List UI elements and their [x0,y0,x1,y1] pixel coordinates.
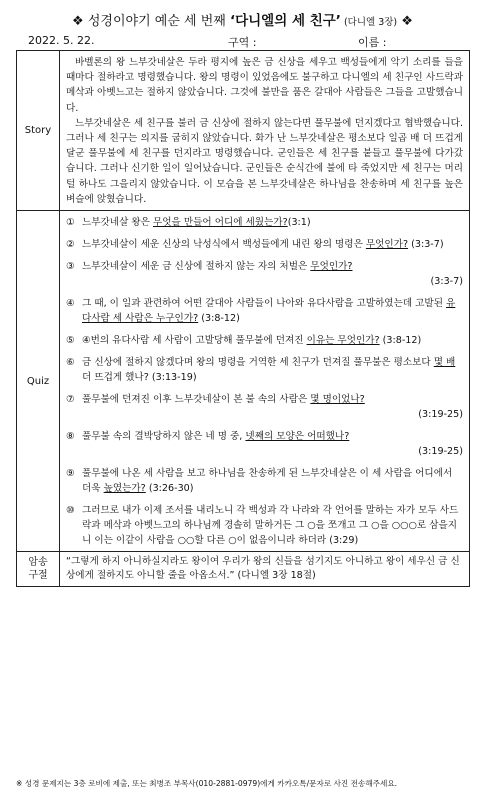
title-reference: (다니엘 3장) [340,17,398,28]
quiz-number: ⑨ [66,468,75,480]
quiz-ref: (3:3-7) [411,239,444,251]
quiz-item-5 [66,333,463,348]
quiz-ref: (3:1) [287,217,311,229]
quiz-underlined: 이유는 무엇인가? [306,335,380,347]
quiz-number: ⑤ [66,335,75,347]
diamond-ornament-icon: ❖ [401,14,413,29]
quiz-item-3 [66,259,463,289]
title-prefix: 성경이야기 예순 세 번째 [87,14,230,29]
quiz-item-8 [66,429,463,459]
quiz-number: ⑥ [66,357,75,369]
quiz-question: 느부갓네살 왕은 [82,217,153,229]
worksheet-table [16,50,470,587]
quiz-item-9 [66,466,463,496]
quiz-list [60,211,470,552]
name-field[interactable]: 이름 : [358,36,387,49]
quiz-item-7 [66,392,463,422]
quiz-number: ④ [66,298,75,310]
quiz-underlined: 몇 배 [433,357,456,369]
quiz-label: Quiz [17,211,60,552]
quiz-ref: (3:8-12) [201,313,240,325]
quiz-question: 풀무불에 던져진 이후 느부갓네살이 본 불 속의 사람은 [82,394,311,406]
quiz-number: ⑧ [66,431,75,443]
worksheet-title [0,9,485,29]
title-main: ‘다니엘의 세 친구’ [229,13,341,29]
quiz-underlined: 무엇인가? [310,261,353,273]
quiz-underlined: 유다사람 세 사람은 누구인가? [82,298,456,325]
quiz-underlined: 무엇인가? [365,239,409,251]
quiz-question: 풀무불에 나온 세 사람을 보고 하나님을 찬송하게 된 느부갓네살은 이 세 사람을 어디에서 더욱 [82,468,453,495]
quiz-question-tail: 더 뜨겁게 했나? [82,372,149,384]
quiz-question: 그 때, 이 일과 관련하여 어떤 갈대아 사람들이 나아와 유다사람을 고발하였는데 고발된 [82,298,447,310]
memory-label-line1: 암송 [28,557,48,569]
story-paragraph-1: 바벨론의 왕 느부갓네살은 두라 평지에 높은 금 신상을 세우고 백성들에게 악기 소리를 들을 때마다 절하라고 명령했습니다. 왕의 명령이 있었음에도 불구하고 다니엘의 세 친구인 사드락과 메삭과 아벳느고는 절하지 않았습니다. 그것에 불만을 품은 갈대아 사람들은 그들을 고발했습니다. [66,57,463,114]
quiz-underlined: 무엇을 만들어 어디에 세웠는가? [152,217,288,229]
quiz-question: 느부갓네살이 세운 신상의 낙성식에서 백성들에게 내린 왕의 명령은 [82,239,366,251]
quiz-ref: (3:19-25) [418,446,463,458]
quiz-number: ① [66,217,75,229]
story-label: Story [17,51,60,211]
quiz-question: 금 신상에 절하지 않겠다며 왕의 명령을 거역한 세 친구가 던져질 풀무불은 평소보다 [82,357,434,369]
quiz-item-1 [66,215,463,230]
date-text: 2022. 5. 22. [28,34,95,47]
quiz-item-6 [66,355,463,385]
memory-verse-row [17,552,470,587]
quiz-ref: (3:19-25) [418,409,463,421]
quiz-item-2 [66,237,463,252]
submission-footnote: ※ 성경 문제지는 3층 로비에 제출, 또는 최병조 부목사(010-2881-0979)에게 카카오톡/문자로 사진 전송해주세요. [16,779,398,788]
quiz-number: ⑩ [66,505,75,517]
quiz-underlined: 몇 명이었나? [310,394,365,406]
quiz-question: 그러므로 내가 이제 조서를 내리노니 각 백성과 각 나라와 각 언어를 말하는 자가 모두 사드락과 메삭과 아벳느고의 하나님께 경솔히 말하거든 그 ○을 쪼개고 그 ○을 ○○○로 삼을지니 이는 이같이 사람을 ○○할 다른 ○이 없음이니라 하더라 [82,505,459,547]
memory-verse-text: “그렇게 하지 아니하실지라도 왕이여 우리가 왕의 신들을 섬기지도 아니하고 왕이 세우신 금 신상에게 절하지도 아니할 줄을 아옵소서.” (다니엘 3장 18절) [60,552,470,587]
quiz-ref: (3:8-12) [382,335,422,347]
quiz-row [17,211,470,552]
quiz-question: 느부갓네살이 세운 금 신상에 절하지 않는 자의 처벌은 [82,261,311,273]
quiz-ref: (3:3-7) [430,276,463,288]
class-field[interactable]: 구역 : [228,36,257,49]
memory-label-line2: 구절 [28,570,48,582]
quiz-number: ② [66,239,75,251]
story-text [60,51,470,211]
quiz-number: ③ [66,261,75,273]
quiz-item-10 [66,503,463,548]
quiz-underlined: 높였는가? [103,483,146,495]
quiz-question: ④번의 유다사람 세 사람이 고발당해 풀무불에 던져진 [82,335,307,347]
quiz-number: ⑦ [66,394,75,406]
quiz-underlined: 넷째의 모양은 어떠했나? [245,431,350,443]
quiz-question: 풀무불 속의 결박당하지 않은 네 명 중, [82,431,246,443]
quiz-ref: (3:26-30) [148,483,194,495]
story-paragraph-2: 느부갓네살은 세 친구를 불러 금 신상에 절하지 않는다면 풀무불에 던지겠다고 협박했습니다. 그러나 세 친구는 의지를 굽히지 않았습니다. 화가 난 느부갓네살은 평소보다 일곱 배 더 뜨겁게 달군 풀무불에 세 친구를 던지라고 명령했습니다. 군인들은 세 친구를 붙들고 풀무불에 다가갔습니다. 그러나 신기한 일이 일어났습니다. 군인들은 순식간에 불에 타 죽었지만 세 친구는 머리털 하나도 그을리지 않았습니다. 이 모습을 본 느부갓네살은 하나님을 찬송하며 세 친구를 높은 벼슬에 앉혔습니다. [66,117,463,205]
story-row [17,51,470,211]
diamond-ornament-icon: ❖ [72,14,84,29]
quiz-ref: (3:29) [329,535,359,547]
memory-verse-label [17,552,60,587]
quiz-item-4 [66,296,463,326]
quiz-ref: (3:13-19) [151,372,197,384]
